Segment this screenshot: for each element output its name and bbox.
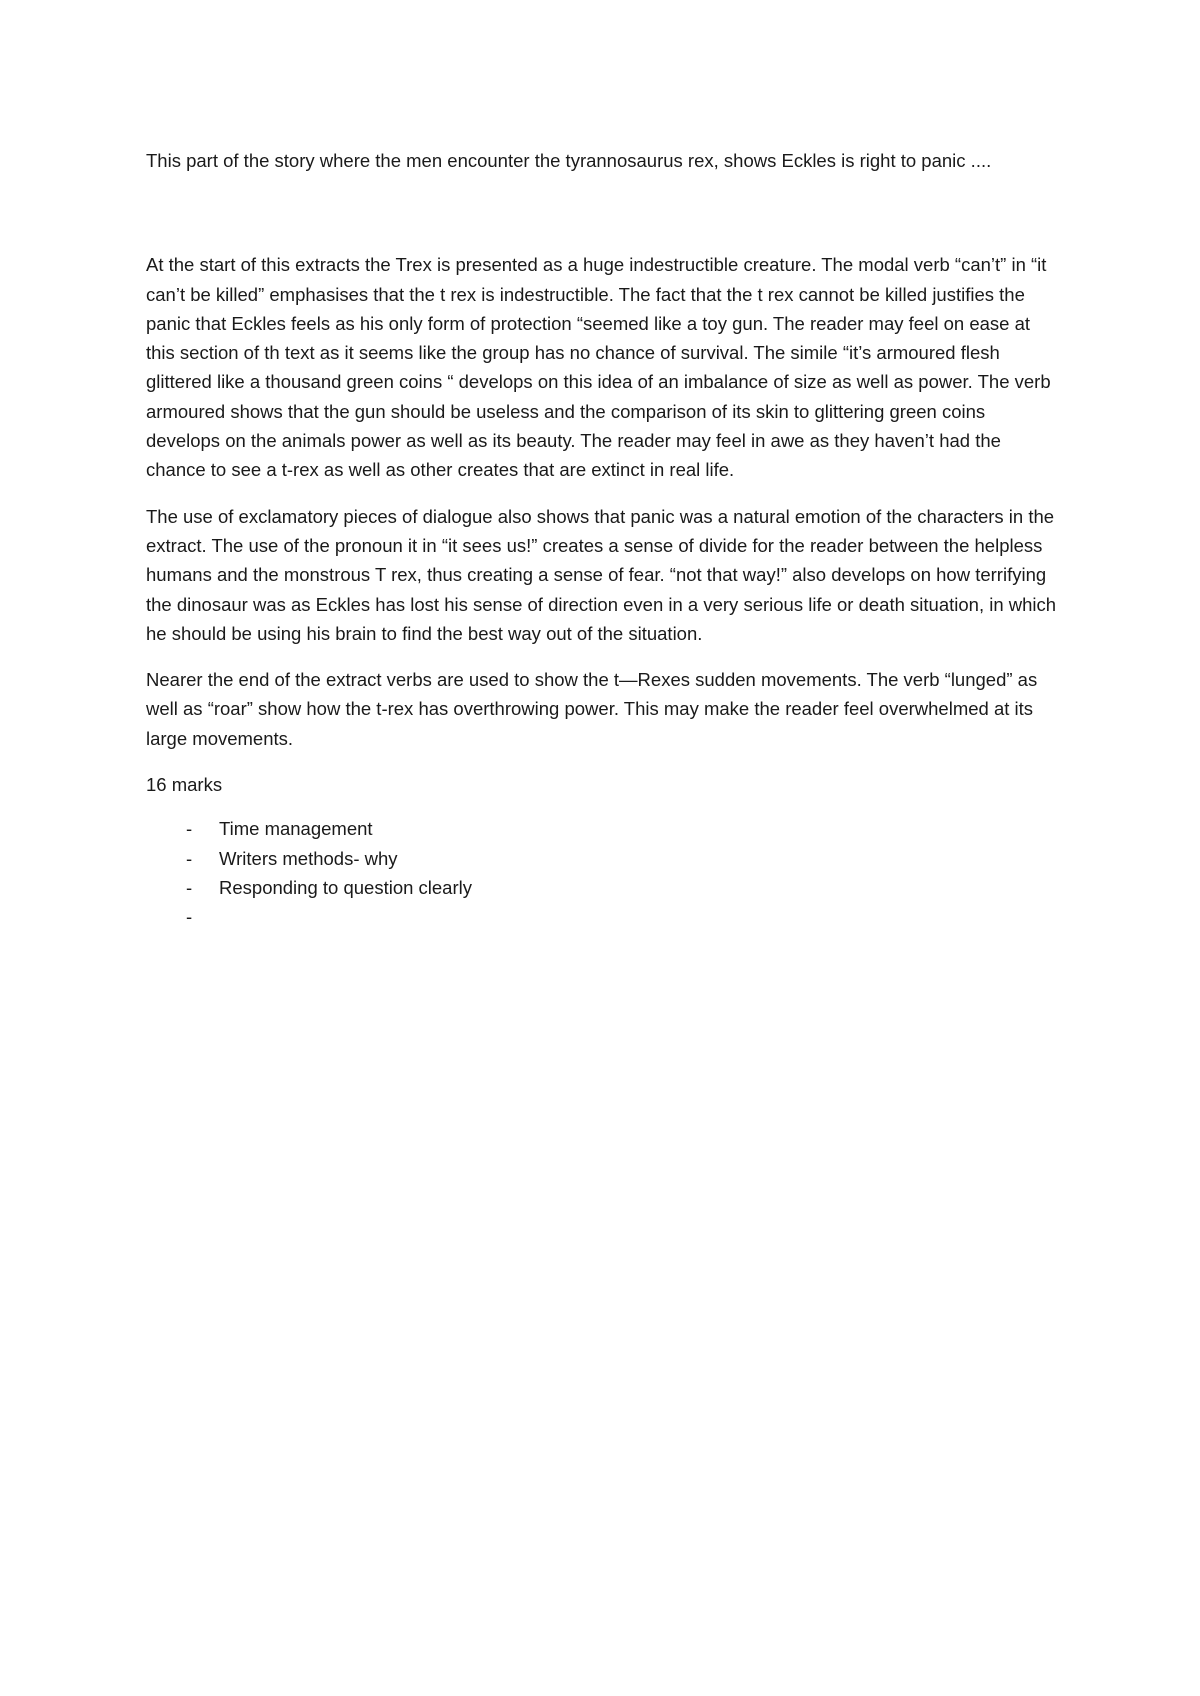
marks-label: 16 marks xyxy=(146,774,223,796)
document-body xyxy=(146,146,1062,932)
intro-paragraph: This part of the story where the men encounter the tyrannosaurus rex, shows Eckles is right to panic .... xyxy=(146,150,992,171)
list-item-text: Writers methods- why xyxy=(219,847,398,869)
list-item xyxy=(146,902,1062,931)
list-item xyxy=(146,814,1062,843)
list-item xyxy=(146,844,1062,873)
list-item-text: Responding to question clearly xyxy=(219,876,472,898)
bullet-dash: - xyxy=(186,847,193,869)
bullet-dash: - xyxy=(186,876,193,898)
criteria-list xyxy=(146,814,1062,931)
list-item-text: Time management xyxy=(219,818,373,840)
paragraph-3: Nearer the end of the extract verbs are used to show the t—Rexes sudden movements. The verb “lunged” as well as “roar” show how the t-rex has overthrowing power. This may make the reader feel overwhelmed at its large movements. xyxy=(146,669,1038,749)
list-item xyxy=(146,873,1062,902)
bullet-dash: - xyxy=(186,906,193,928)
paragraph-2: The use of exclamatory pieces of dialogue also shows that panic was a natural emotion of the characters in the extract. The use of the pronoun it in “it sees us!” creates a sense of divide for the reader between the helpless humans and the monstrous T rex, thus creating a sense of fear. “not that way!” also develops on how terrifying the dinosaur was as Eckles has lost his sense of direction even in a very serious life or death situation, in which he should be using his brain to find the best way out of the situation. xyxy=(146,505,1057,644)
bullet-dash: - xyxy=(186,818,193,840)
paragraph-1: At the start of this extracts the Trex is presented as a huge indestructible creature. The modal verb “can’t” in “it can’t be killed” emphasises that the t rex is indestructible. The fact that the t rex cannot be killed justifies the panic that Eckles feels as his only form of protection “seemed like a toy gun. The reader may feel on ease at this section of th text as it seems like the group has no chance of survival. The simile “it’s armoured flesh glittered like a thousand green coins “ develops on this idea of an imbalance of size as well as power. The verb armoured shows that the gun should be useless and the comparison of its skin to glittering green coins develops on the animals power as well as its beauty. The reader may feel in awe as they haven’t had the chance to see a t-rex as well as other creates that are extinct in real life. xyxy=(146,254,1051,481)
